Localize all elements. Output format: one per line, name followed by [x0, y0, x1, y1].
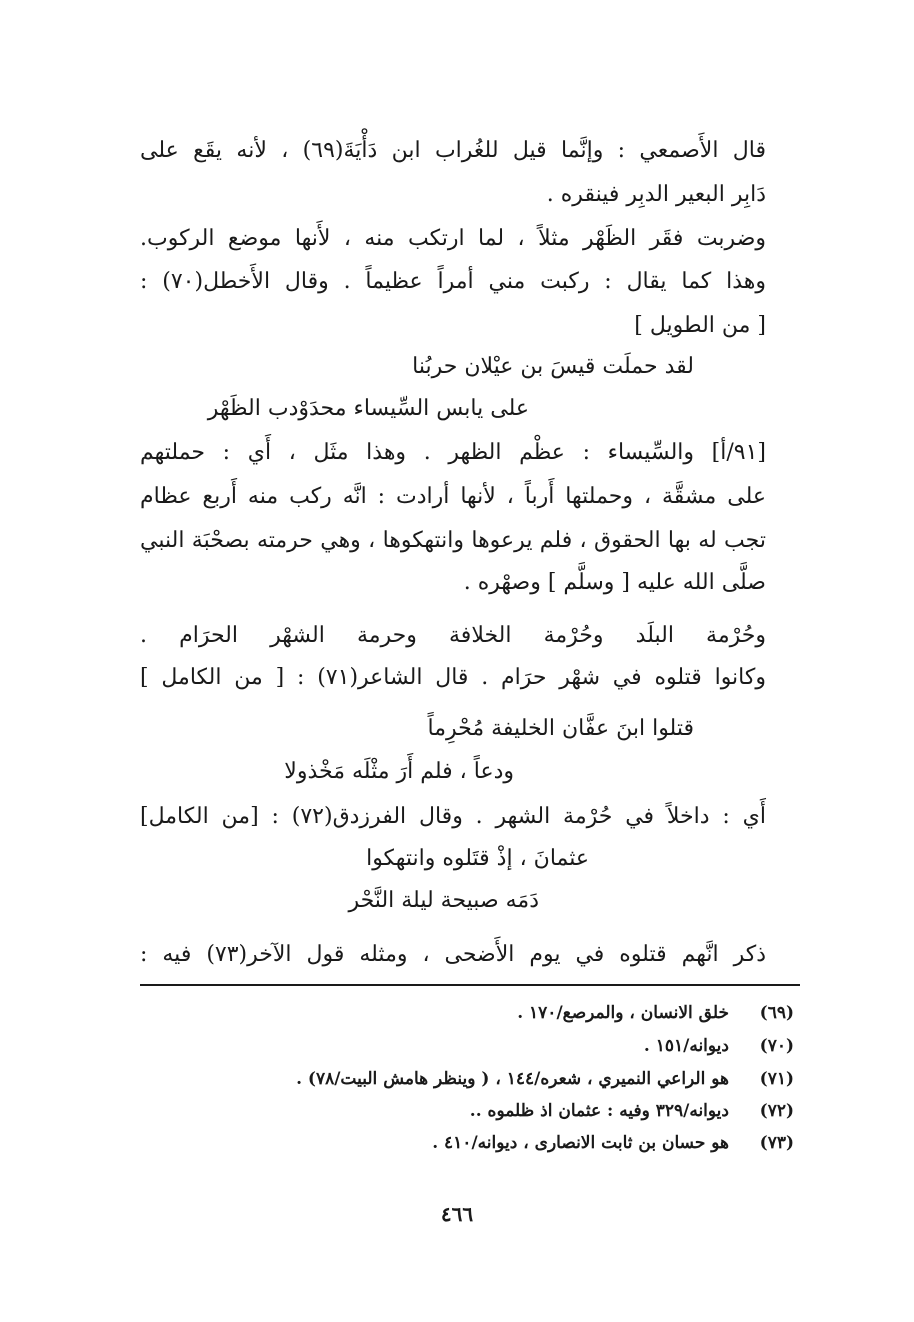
body-line: [٩١/أ] والسِّيساء : عظْم الظهر . وهذا مثَل ، أَي : حملتهم: [140, 440, 766, 465]
footnote-number: (٦٩): [759, 1003, 794, 1023]
footnote-number: (٧٠): [759, 1036, 794, 1056]
footnote-separator: [140, 984, 800, 986]
footnote-text: ديوانه/٣٢٩ وفيه : عثمان اذ ظلموه ..: [469, 1101, 729, 1121]
footnote: [0, 1098, 914, 1124]
body-line: صلَّى الله عليه [ وسلَّم ] وصهْره .: [463, 570, 766, 595]
body-line: تجب له بها الحقوق ، فلم يرعوها وانتهكوها ، وهي حرمته بصحْبَة النبي: [140, 528, 766, 553]
verse-line: دَمَه صبيحة ليلة النَّحْر: [348, 888, 539, 913]
body-line: أَي : داخلاً في حُرْمة الشهر . وقال الفرزدق(٧٢) : [من الكامل]: [140, 804, 766, 829]
footnote-text: هو الراعي النميري ، شعره/١٤٤ ، ( وينظر هامش البيت/٧٨) .: [296, 1069, 729, 1089]
body-line: قال الأَصمعي : وإنَّما قيل للغُراب ابن دَأْيَةَ(٦٩) ، لأنه يقَع على: [140, 138, 766, 163]
verse-line: عثمانَ ، إذْ قتَلوه وانتهكوا: [366, 846, 589, 871]
footnote-text: ديوانه/١٥١ .: [643, 1036, 729, 1056]
body-line: على مشقَّة ، وحملتها أَرباً ، لأنها أرادت : انَّه ركب منه أَربع عظام: [140, 484, 766, 509]
body-line: دَابِر البعير الدبِر فينقره .: [546, 182, 766, 207]
footnote: [0, 1066, 914, 1092]
footnote-text: خلق الانسان ، والمرصع/١٧٠ .: [517, 1003, 729, 1023]
footnote-number: (٧٢): [759, 1101, 794, 1121]
body-line: ذكر انَّهم قتلوه في يوم الأَضحى ، ومثله قول الآخر(٧٣) فيه :: [140, 942, 767, 967]
footnote-number: (٧٣): [759, 1133, 794, 1153]
footnote: [0, 1130, 914, 1156]
body-line: وكانوا قتلوه في شهْر حرَام . قال الشاعر(٧١) : [ من الكامل ]: [140, 665, 766, 690]
verse-line: قتلوا ابنَ عفَّان الخليفة مُحْرِماً: [427, 716, 694, 741]
body-line: وهذا كما يقال : ركبت مني أمراً عظيماً . وقال الأَخطل(٧٠) :: [140, 269, 766, 294]
body-line: وضربت فقَر الظَهْر مثلاً ، لما ارتكب منه ، لأَنها موضع الركوب.: [140, 226, 766, 251]
page-number: ٤٦٦: [440, 1202, 474, 1226]
footnote-text: هو حسان بن ثابت الانصارى ، ديوانه/٤١٠ .: [432, 1133, 729, 1153]
verse-line: على يابس السِّيساء محدَوْدب الظَهْر: [207, 396, 529, 421]
footnote: [0, 1000, 914, 1026]
meter-label: [ من الطويل ]: [634, 313, 766, 338]
footnote: [0, 1033, 914, 1059]
footnote-number: (٧١): [759, 1069, 794, 1089]
body-line: وحُرْمة البلَد وحُرْمة الخلافة وحرمة الشهْر الحرَام .: [140, 623, 766, 648]
verse-line: ودعاً ، فلم أَرَ مثْلَه مَخْذولا: [284, 759, 514, 784]
verse-line: لقد حملَت قيسَ بن عيْلان حربُنا: [412, 354, 694, 379]
